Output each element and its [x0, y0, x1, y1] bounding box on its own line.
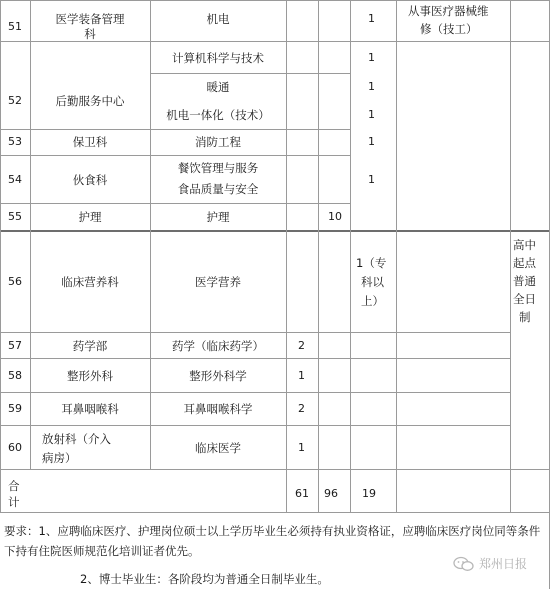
headcount: 1	[298, 441, 305, 454]
table-rule	[0, 155, 350, 156]
headcount: 2	[298, 339, 305, 352]
watermark-text: 郑州日报	[479, 557, 528, 571]
major-name: 机电	[206, 12, 230, 26]
major-name: 药学（临床药学）	[172, 339, 264, 353]
requirements-note: 要求：1、应聘临床医疗、护理岗位硕士以上学历毕业生必须持有执业资格证，应聘临床医疗岗位同等条件下持有住院医师规范化培训证者优先。	[4, 524, 541, 558]
table-rule	[396, 0, 397, 512]
headcount: 1	[368, 51, 375, 64]
remark: 修（技工）	[420, 22, 478, 36]
table-rule	[0, 332, 510, 333]
department-name: 耳鼻咽喉科	[61, 402, 119, 416]
department-name: 临床营养科	[61, 275, 119, 289]
department-name: 医学装备管理	[55, 12, 125, 26]
education-requirement: 普通	[513, 274, 536, 288]
department-name: 护理	[78, 210, 102, 224]
table-rule	[0, 230, 550, 232]
wechat-icon	[453, 556, 475, 572]
headcount: 1	[368, 173, 375, 186]
total-value: 96	[324, 487, 338, 500]
major-name: 消防工程	[195, 135, 241, 149]
total-label: 合	[8, 479, 20, 493]
table-rule	[0, 469, 550, 470]
table-rule	[0, 0, 1, 512]
table-rule	[286, 0, 287, 512]
row-number: 59	[8, 402, 22, 415]
table-rule	[350, 0, 351, 512]
row-number: 56	[8, 275, 22, 288]
department-name: 后勤服务中心	[55, 94, 125, 108]
table-rule	[150, 0, 151, 469]
headcount: 1（专	[356, 256, 387, 270]
education-requirement: 起点	[513, 256, 536, 270]
headcount: 1	[368, 108, 375, 121]
row-number: 51	[8, 20, 22, 33]
table-rule	[0, 129, 350, 130]
department-name: 药学部	[72, 339, 108, 353]
major-name: 医学营养	[195, 275, 241, 289]
headcount: 1	[368, 12, 375, 25]
row-number: 54	[8, 173, 22, 186]
row-number: 52	[8, 94, 22, 107]
table-rule	[0, 41, 550, 42]
education-requirement: 全日	[513, 292, 536, 306]
major-name: 机电一体化（技术）	[166, 108, 270, 122]
department-name: 整形外科	[67, 369, 113, 383]
headcount: 上）	[361, 294, 384, 308]
row-number: 58	[8, 369, 22, 382]
major-name: 临床医学	[195, 441, 241, 455]
requirements-note-2: 2、博士毕业生：各阶段均为普通全日制毕业生。	[80, 572, 329, 586]
table-rule	[510, 0, 511, 512]
major-name: 护理	[206, 210, 230, 224]
education-requirement: 制	[519, 310, 531, 324]
headcount: 10	[328, 210, 342, 223]
total-value: 61	[295, 487, 309, 500]
major-name: 耳鼻咽喉科学	[183, 402, 253, 416]
row-number: 60	[8, 441, 22, 454]
department-name: 科	[84, 27, 96, 41]
major-name: 整形外科学	[189, 369, 247, 383]
department-name: 伙食科	[72, 173, 108, 187]
row-number: 57	[8, 339, 22, 352]
remark: 从事医疗器械维	[408, 4, 489, 18]
headcount: 1	[298, 369, 305, 382]
major-name: 餐饮管理与服务	[177, 161, 259, 175]
table-rule	[0, 425, 510, 426]
headcount: 科以	[361, 275, 384, 289]
department-name: 放射科（介入	[42, 432, 111, 446]
table-rule	[30, 0, 31, 469]
headcount: 1	[368, 80, 375, 93]
total-value: 19	[362, 487, 376, 500]
table-rule	[0, 512, 550, 513]
total-label: 计	[8, 495, 20, 509]
table-rule	[150, 73, 350, 74]
major-name: 食品质量与安全	[177, 182, 259, 196]
table-rule	[318, 0, 319, 512]
department-name: 保卫科	[72, 135, 108, 149]
row-number: 53	[8, 135, 22, 148]
table-rule	[0, 203, 350, 204]
table-rule	[0, 392, 510, 393]
education-requirement: 高中	[513, 238, 536, 252]
major-name: 暖通	[206, 80, 230, 94]
department-name: 病房）	[42, 451, 77, 465]
headcount: 1	[368, 135, 375, 148]
row-number: 55	[8, 210, 22, 223]
table-rule	[0, 358, 510, 359]
watermark	[453, 555, 527, 572]
major-name: 计算机科学与技术	[172, 51, 264, 65]
headcount: 2	[298, 402, 305, 415]
table-rule	[0, 0, 550, 1]
